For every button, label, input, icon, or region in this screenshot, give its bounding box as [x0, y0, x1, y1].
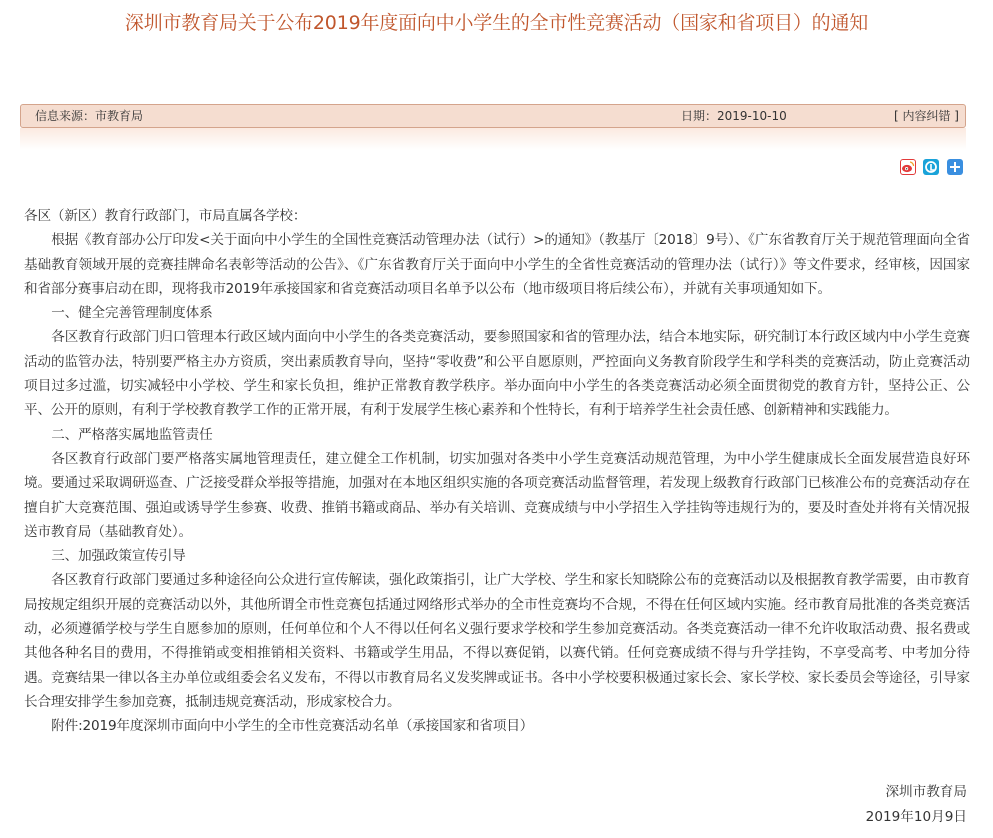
attachment-link[interactable]: 附件:2019年度深圳市面向中小学生的全市性竞赛活动名单（承接国家和省项目） [51, 718, 534, 735]
paragraph: 各区教育行政部门要通过多种途径向公众进行宣传解读，强化政策指引，让广大学校、学生和家长知晓除公布的竞赛活动以及根据教育教学需要，由市教育局按规定组织开展的竞赛活动以外，其他所谓全市性竞赛包括通过网络形式举办的全市性竞赛均不合规，不得在任何区域内实施。经市教育局批准的各类竞赛活动，必须遵循学校与学生自愿参加的原则，任何单位和个人不得以任何名义强行要求学校和学生参加竞赛活动。各类竞赛活动一律不允许收取活动费、报名费或其他各种名目的费用，不得推销或变相推销相关资料、书籍或学生用品，不得以赛促销，以赛代销。任何竞赛成绩不得与升学挂钩，不享受高考、中考加分待遇。竞赛结果一律以各主办单位或组委会名义发布，不得以市教育局名义发奖牌或证书。各中小学校要积极通过家长会、家长学校、家长委员会等途径，引导家长合理安排学生参加竞赛，抵制违规竞赛活动，形成家校合力。 [24, 572, 970, 710]
article-body [24, 204, 970, 739]
paragraph: 各区教育行政部门归口管理本行政区域内面向中小学生的各类竞赛活动，要参照国家和省的管理办法，结合本地实际，研究制订本行政区域内中小学生竞赛活动的监管办法，特别要严格主办方资质，突出素质教育导向，坚持“零收费”和公平自愿原则，严控面向义务教育阶段学生和学科类的竞赛活动，防止竞赛活动项目过多过滥，切实减轻中小学校、学生和家长负担，维护正常教育教学秩序。举办面向中小学生的各类竞赛活动必须全面贯彻党的教育方针，坚持公正、公平、公开的原则，有利于学校教育教学工作的正常开展，有利于发展学生核心素养和个性特长，有利于培养学生社会责任感、创新精神和实践能力。 [24, 329, 970, 419]
info-date: 日期：2019-10-10 [681, 109, 787, 123]
section-heading: 一、健全完善管理制度体系 [51, 305, 213, 322]
greeting: 各区（新区）教育行政部门，市局直属各学校： [24, 208, 307, 224]
signature-org: 深圳市教育局 [885, 784, 967, 800]
plus-icon[interactable] [947, 159, 963, 175]
paragraph: 根据《教育部办公厅印发<关于面向中小学生的全国性竞赛活动管理办法（试行）>的通知》（教基厅〔2018〕9号）、《广东省教育厅关于规范管理面向全省基础教育领域开展的竞赛挂牌命名表彰等活动的公告》、《广东省教育厅关于面向中小学生的全省性竞赛活动的管理办法（试行）》等文件要求，经审核，因国家和省部分赛事启动在即，现将我市2019年承接国家和省竞赛活动项目名单予以公布（地市级项目将后续公布），并就有关事项通知如下。 [24, 232, 970, 297]
article-title: 深圳市教育局关于公布2019年度面向中小学生的全市性竞赛活动（国家和省项目）的通知 [124, 12, 869, 34]
qzone-icon[interactable] [923, 159, 939, 175]
info-bar-shadow [20, 128, 966, 150]
article-info-bar [20, 104, 966, 128]
paragraph: 各区教育行政部门要严格落实属地管理责任，建立健全工作机制，切实加强对各类中小学生竞赛活动规范管理，为中小学生健康成长全面发展营造良好环境。要通过采取调研巡查、广泛接受群众举报等措施，加强对在本地区组织实施的各项竞赛活动监督管理，若发现上级教育行政部门已核准公布的竞赛活动存在擅自扩大竞赛范围、强迫或诱导学生参赛、收费、推销书籍或商品、举办有关培训、竞赛成绩与中小学招生入学挂钩等违规行为的，要及时查处并将有关情况报送市教育局（基础教育处）。 [24, 450, 970, 540]
signature-date: 2019年10月9日 [865, 809, 967, 825]
section-heading: 二、严格落实属地监管责任 [51, 426, 213, 443]
content-correction-link[interactable]: [ 内容纠错 ] [894, 109, 959, 123]
section-heading: 三、加强政策宣传引导 [51, 548, 186, 565]
weibo-icon[interactable] [900, 159, 916, 175]
info-source: 信息来源：市教育局 [35, 109, 144, 123]
